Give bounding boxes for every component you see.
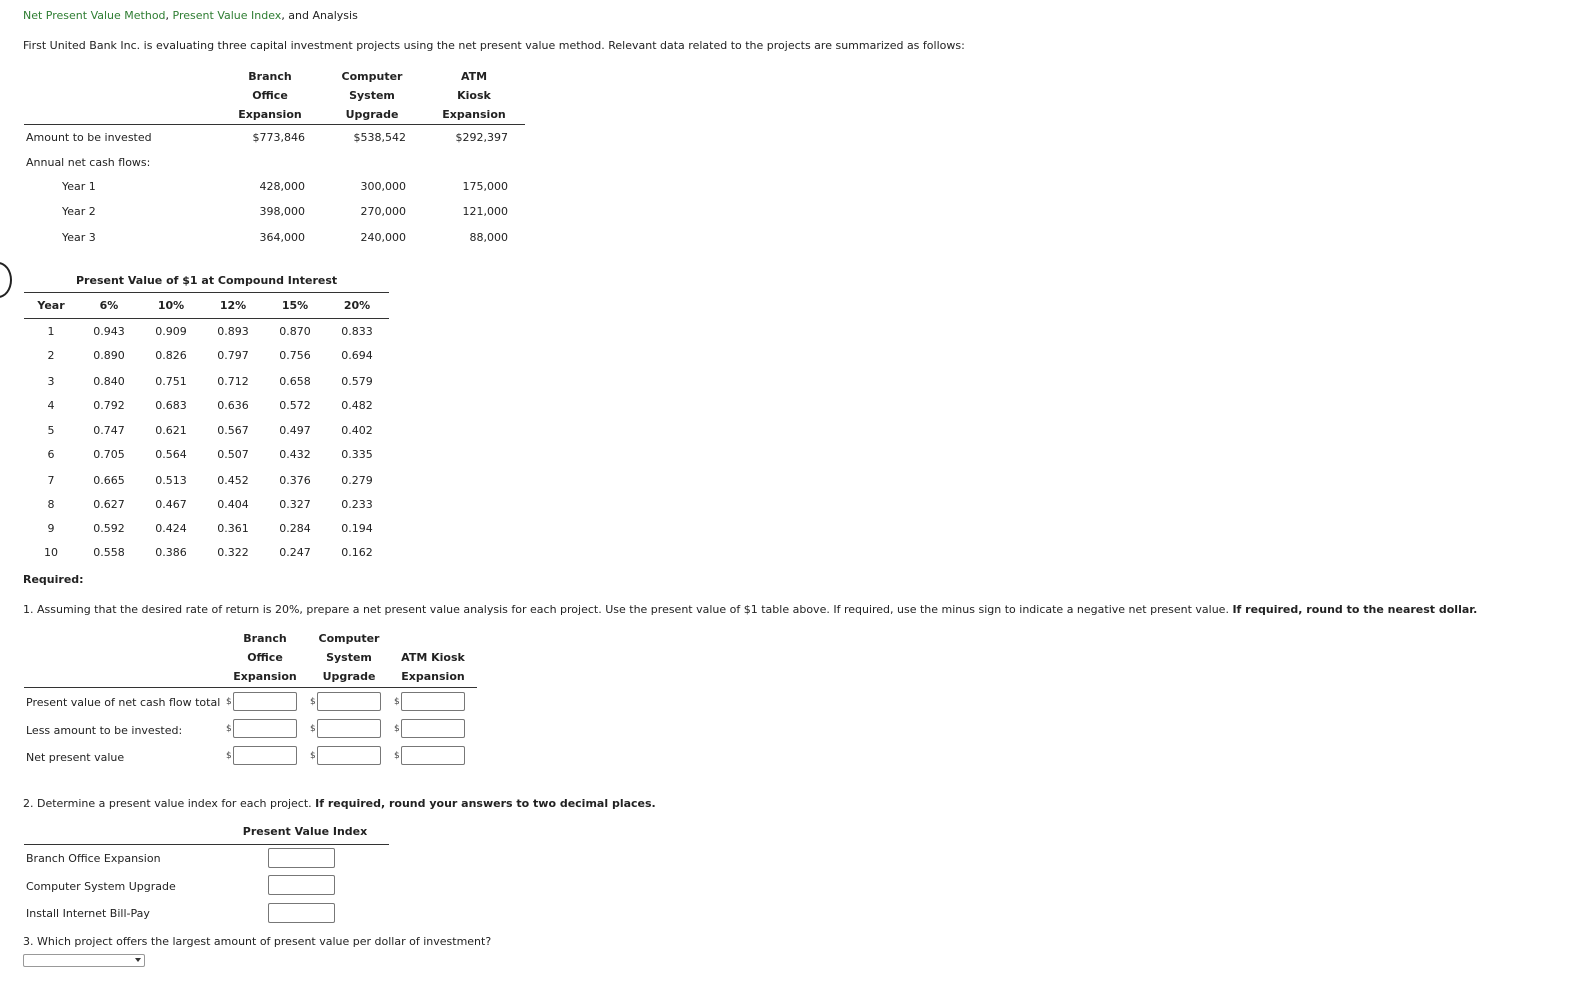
pv-factor-cell: 0.756 (279, 349, 311, 362)
cash-flow-value: 364,000 (259, 231, 305, 244)
pv-total-computer-input[interactable] (317, 692, 381, 711)
pv-year-cell: 3 (47, 375, 55, 388)
pv-factor-cell: 0.432 (279, 448, 311, 461)
q2-row-label: Install Internet Bill-Pay (26, 907, 150, 920)
pv-factor-cell: 0.665 (93, 474, 125, 487)
amount-atm: $292,397 (455, 131, 508, 144)
chevron-down-icon (135, 958, 141, 963)
pv-factor-cell: 0.658 (279, 375, 311, 388)
pv-factor-cell: 0.404 (217, 498, 249, 511)
currency-symbol: $ (394, 751, 400, 761)
projects-table-divider (24, 124, 525, 125)
currency-symbol: $ (226, 751, 232, 761)
pv-factor-cell: 0.194 (341, 522, 373, 535)
currency-symbol: $ (310, 697, 316, 707)
pv-table-title: Present Value of $1 at Compound Interest (76, 274, 338, 287)
page-header (23, 9, 358, 22)
amount-label: Amount to be invested (26, 131, 152, 144)
pv-index-link[interactable]: Present Value Index (172, 9, 282, 22)
pv-factor-cell: 0.592 (93, 522, 125, 535)
q1-row-label: Less amount to be invested: (26, 724, 183, 737)
pv-factor-cell: 0.247 (279, 546, 311, 559)
pv-factor-cell: 0.694 (341, 349, 373, 362)
q1-instructions (23, 603, 1477, 616)
currency-symbol: $ (226, 724, 232, 734)
cash-flow-value: 270,000 (360, 205, 406, 218)
q2-table-divider (24, 844, 389, 845)
q3-project-select[interactable] (23, 954, 145, 967)
year-label: Year 2 (62, 205, 96, 218)
pv-table-top-rule (24, 292, 389, 293)
pv-col-header: 20% (343, 299, 371, 312)
pv-year-cell: 8 (47, 498, 55, 511)
q1-col-header-branch: Branch Office Expansion (233, 632, 297, 683)
pv-factor-cell: 0.402 (341, 424, 373, 437)
pv-col-header: Year (37, 299, 65, 312)
pv-col-header: 12% (219, 299, 247, 312)
pv-factor-cell: 0.893 (217, 325, 249, 338)
pv-factor-cell: 0.162 (341, 546, 373, 559)
invested-atm-input[interactable] (401, 719, 465, 738)
col-header-branch: Branch Office Expansion (238, 70, 302, 121)
cash-flows-label: Annual net cash flows: (26, 156, 151, 169)
invested-computer-input[interactable] (317, 719, 381, 738)
pv-factor-cell: 0.564 (155, 448, 187, 461)
npv-method-link[interactable]: Net Present Value Method (23, 9, 166, 22)
npv-atm-input[interactable] (401, 746, 465, 765)
pv-factor-cell: 0.751 (155, 375, 187, 388)
pv-factor-cell: 0.627 (93, 498, 125, 511)
pv-factor-cell: 0.943 (93, 325, 125, 338)
q1-col-header-atm: ATM Kiosk Expansion (401, 651, 465, 683)
q1-table-divider (24, 687, 477, 688)
pv-factor-cell: 0.376 (279, 474, 311, 487)
pv-factor-cell: 0.497 (279, 424, 311, 437)
pv-year-cell: 7 (47, 474, 55, 487)
pvi-bill-pay-input[interactable] (268, 903, 335, 923)
q2-row-label: Computer System Upgrade (26, 880, 176, 893)
currency-symbol: $ (310, 751, 316, 761)
pv-factor-cell: 0.747 (93, 424, 125, 437)
pv-factor-cell: 0.452 (217, 474, 249, 487)
pv-factor-cell: 0.890 (93, 349, 125, 362)
pv-year-cell: 9 (47, 522, 55, 535)
q1-text: 1. Assuming that the desired rate of return is 20%, prepare a net present value analysis for each project. Use the present value of $1 table above. If required, use the minus sign to indicate a negative net present value. (23, 603, 1233, 616)
q2-bold-text: If required, round your answers to two decimal places. (315, 797, 656, 810)
pv-year-cell: 4 (47, 399, 55, 412)
year-label: Year 3 (62, 231, 96, 244)
year-label: Year 1 (62, 180, 96, 193)
pv-factor-cell: 0.513 (155, 474, 187, 487)
cash-flow-value: 121,000 (462, 205, 508, 218)
pv-col-header: 15% (281, 299, 309, 312)
cash-flow-value: 240,000 (360, 231, 406, 244)
pv-factor-cell: 0.870 (279, 325, 311, 338)
pv-year-cell: 2 (47, 349, 55, 362)
cash-flow-value: 88,000 (469, 231, 508, 244)
pv-factor-cell: 0.712 (217, 375, 249, 388)
pv-factor-cell: 0.797 (217, 349, 249, 362)
q3-text: 3. Which project offers the largest amount of present value per dollar of investment? (23, 935, 492, 948)
pv-factor-cell: 0.705 (93, 448, 125, 461)
cash-flow-value: 398,000 (259, 205, 305, 218)
pv-factor-cell: 0.361 (217, 522, 249, 535)
invested-branch-input[interactable] (233, 719, 297, 738)
q1-row-label: Net present value (26, 751, 125, 764)
npv-computer-input[interactable] (317, 746, 381, 765)
pv-year-cell: 5 (47, 424, 55, 437)
pv-factor-cell: 0.636 (217, 399, 249, 412)
cash-flow-value: 428,000 (259, 180, 305, 193)
pv-factor-cell: 0.482 (341, 399, 373, 412)
amount-computer: $538,542 (353, 131, 406, 144)
pv-col-header: 10% (157, 299, 185, 312)
pv-factor-cell: 0.279 (341, 474, 373, 487)
pv-factor-cell: 0.327 (279, 498, 311, 511)
required-label: Required: (23, 573, 84, 586)
pv-factor-cell: 0.826 (155, 349, 187, 362)
pvi-computer-input[interactable] (268, 875, 335, 895)
q2-col-header: Present Value Index (242, 825, 368, 838)
pv-col-header: 6% (99, 299, 119, 312)
pv-factor-cell: 0.567 (217, 424, 249, 437)
pv-factor-cell: 0.507 (217, 448, 249, 461)
pv-factor-cell: 0.833 (341, 325, 373, 338)
pv-factor-cell: 0.572 (279, 399, 311, 412)
q1-row-label: Present value of net cash flow total (26, 696, 221, 709)
pv-year-cell: 1 (47, 325, 55, 338)
col-header-atm: ATM Kiosk Expansion (442, 70, 506, 121)
header-separator-1: , (165, 9, 173, 22)
cash-flow-value: 300,000 (360, 180, 406, 193)
pv-factor-cell: 0.335 (341, 448, 373, 461)
pv-factor-cell: 0.233 (341, 498, 373, 511)
pv-factor-cell: 0.840 (93, 375, 125, 388)
pv-factor-cell: 0.322 (217, 546, 249, 559)
currency-symbol: $ (394, 724, 400, 734)
pv-total-atm-input[interactable] (401, 692, 465, 711)
pv-factor-cell: 0.284 (279, 522, 311, 535)
pv-factor-cell: 0.683 (155, 399, 187, 412)
q2-text: 2. Determine a present value index for each project. (23, 797, 316, 810)
pv-factor-cell: 0.386 (155, 546, 187, 559)
cash-flow-value: 175,000 (462, 180, 508, 193)
q1-col-header-computer: Computer System Upgrade (318, 632, 380, 683)
currency-symbol: $ (226, 697, 232, 707)
pv-factor-cell: 0.792 (93, 399, 125, 412)
pv-factor-cell: 0.621 (155, 424, 187, 437)
pv-table-header-rule (24, 318, 389, 319)
pv-year-cell: 10 (44, 546, 58, 559)
pv-factor-cell: 0.579 (341, 375, 373, 388)
pv-factor-cell: 0.909 (155, 325, 187, 338)
q1-bold-text: If required, round to the nearest dollar. (1232, 603, 1478, 616)
pv-factor-cell: 0.558 (93, 546, 125, 559)
pv-total-branch-input[interactable] (233, 692, 297, 711)
q2-row-label: Branch Office Expansion (26, 852, 161, 865)
currency-symbol: $ (310, 724, 316, 734)
pv-factor-cell: 0.467 (155, 498, 187, 511)
col-header-computer: Computer System Upgrade (341, 70, 403, 121)
intro-text: First United Bank Inc. is evaluating three capital investment projects using the net present value method. Relevant data related to the projects are summarized as follows: (23, 39, 965, 52)
header-separator-2: , and Analysis (281, 9, 358, 22)
currency-symbol: $ (394, 697, 400, 707)
pv-year-cell: 6 (47, 448, 55, 461)
pv-factor-cell: 0.424 (155, 522, 187, 535)
amount-branch: $773,846 (252, 131, 305, 144)
npv-branch-input[interactable] (233, 746, 297, 765)
pvi-branch-input[interactable] (268, 848, 335, 868)
side-circle-marker (0, 262, 12, 298)
q2-instructions (23, 797, 656, 810)
